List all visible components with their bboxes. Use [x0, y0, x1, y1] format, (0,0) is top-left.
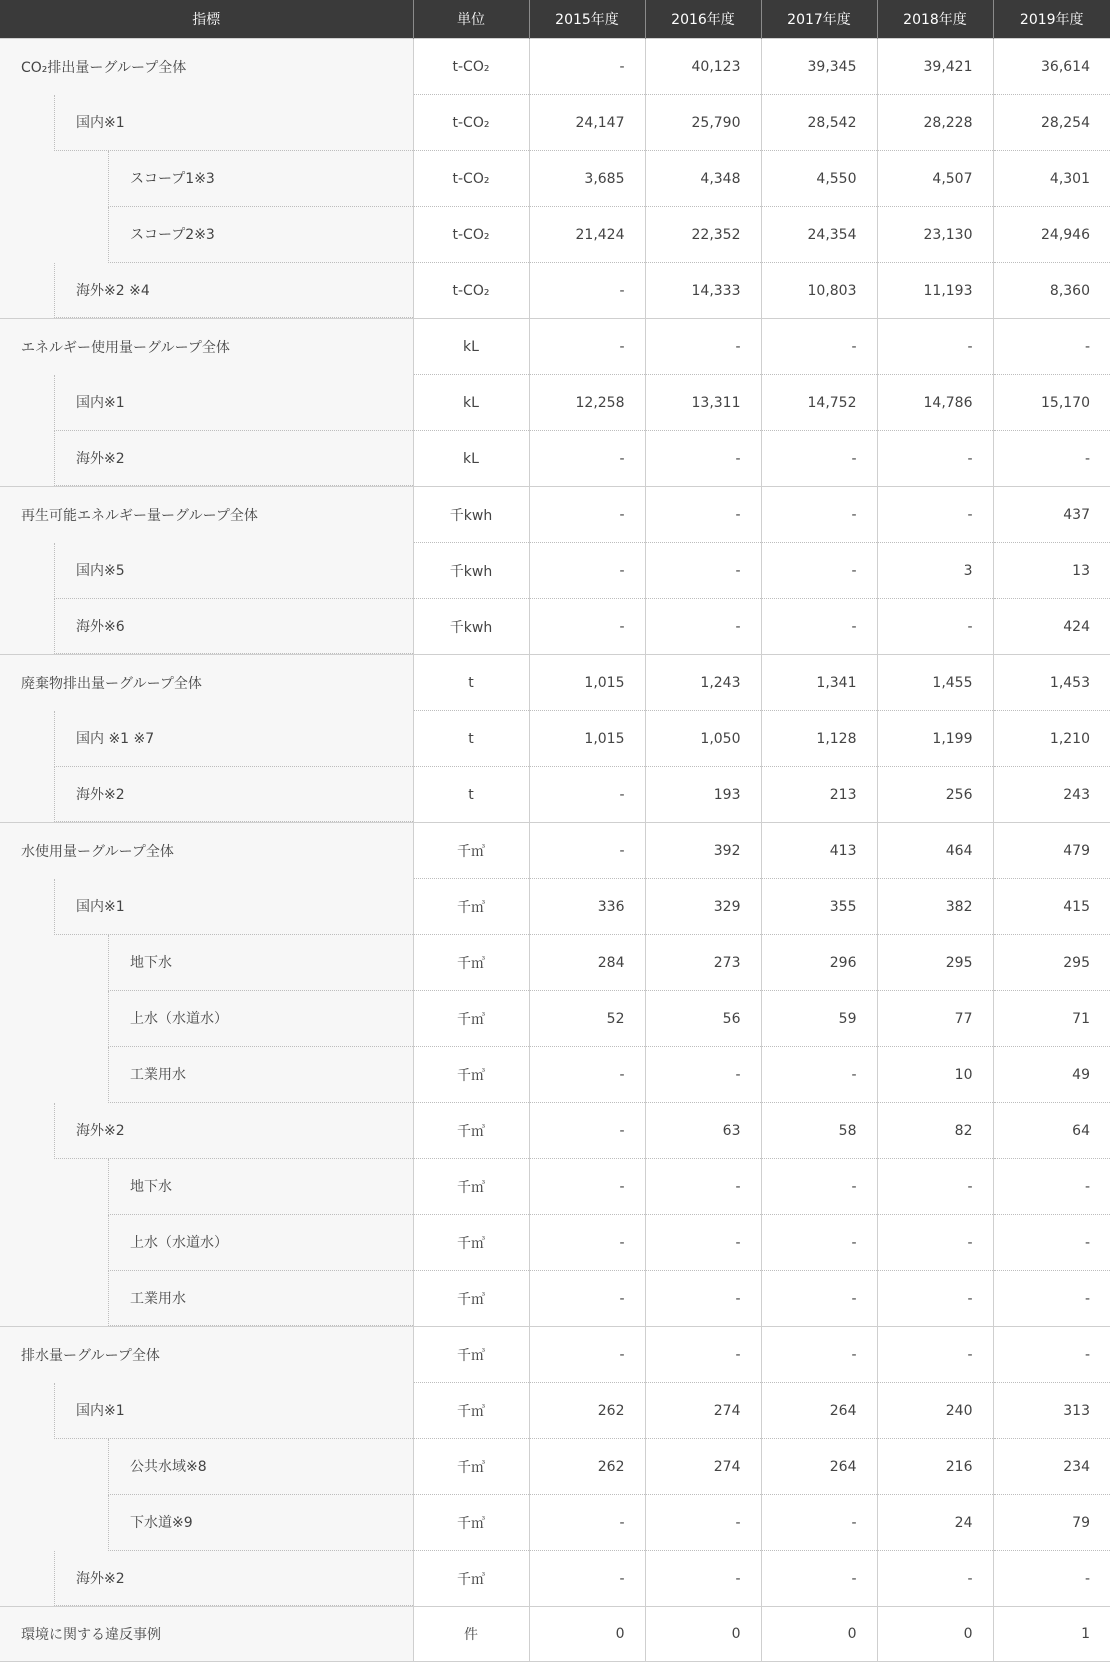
table-row	[0, 1159, 1110, 1215]
value-cell: -	[645, 543, 761, 599]
table-row	[0, 879, 1110, 935]
value-cell: 274	[645, 1439, 761, 1495]
value-cell: -	[993, 431, 1110, 487]
value-cell: 479	[993, 823, 1110, 879]
value-cell: -	[529, 263, 645, 319]
value-cell: -	[529, 39, 645, 95]
indicator-cell	[0, 711, 413, 767]
table-row	[0, 487, 1110, 543]
value-cell: -	[529, 1103, 645, 1159]
value-cell: 28,542	[761, 95, 877, 151]
indicator-label: 海外※2	[76, 450, 125, 467]
value-cell: 64	[993, 1103, 1110, 1159]
value-cell: 382	[877, 879, 993, 935]
unit-cell: 千㎥	[413, 1551, 529, 1607]
value-cell: -	[993, 1271, 1110, 1327]
unit-cell: kL	[413, 375, 529, 431]
indicator-cell	[0, 1383, 413, 1439]
value-cell: 49	[993, 1047, 1110, 1103]
indicator-label: エネルギー使用量ーグループ全体	[21, 339, 230, 356]
unit-cell: 千㎥	[413, 1327, 529, 1383]
value-cell: 424	[993, 599, 1110, 655]
table-row	[0, 935, 1110, 991]
table-row	[0, 431, 1110, 487]
indicator-cell	[0, 1047, 413, 1103]
indicator-cell	[0, 39, 413, 95]
value-cell: -	[529, 599, 645, 655]
unit-cell: 千㎥	[413, 1495, 529, 1551]
value-cell: 82	[877, 1103, 993, 1159]
unit-cell: 千㎥	[413, 1047, 529, 1103]
table-row	[0, 543, 1110, 599]
indicator-cell	[0, 1271, 413, 1327]
header-2017: 2017年度	[761, 0, 877, 39]
value-cell: 10	[877, 1047, 993, 1103]
indicator-cell	[0, 655, 413, 711]
value-cell: -	[761, 1215, 877, 1271]
indicator-cell	[0, 207, 413, 263]
value-cell: -	[529, 1495, 645, 1551]
unit-cell: 千㎥	[413, 879, 529, 935]
value-cell: 39,421	[877, 39, 993, 95]
unit-cell: kL	[413, 431, 529, 487]
value-cell: -	[877, 599, 993, 655]
table-row	[0, 1607, 1110, 1662]
value-cell: 274	[645, 1383, 761, 1439]
value-cell: -	[529, 487, 645, 543]
value-cell: -	[993, 1551, 1110, 1607]
value-cell: 273	[645, 935, 761, 991]
table-row	[0, 711, 1110, 767]
unit-cell: 千㎥	[413, 991, 529, 1047]
table-row	[0, 599, 1110, 655]
value-cell: -	[645, 1159, 761, 1215]
unit-cell: t-CO₂	[413, 207, 529, 263]
indicator-label: 水使用量ーグループ全体	[21, 843, 174, 860]
value-cell: 1	[993, 1607, 1110, 1662]
indicator-label: 海外※2	[76, 786, 125, 803]
value-cell: 14,752	[761, 375, 877, 431]
table-row	[0, 991, 1110, 1047]
value-cell: -	[761, 1495, 877, 1551]
value-cell: 1,243	[645, 655, 761, 711]
value-cell: 22,352	[645, 207, 761, 263]
value-cell: 63	[645, 1103, 761, 1159]
value-cell: -	[645, 319, 761, 375]
value-cell: 4,550	[761, 151, 877, 207]
unit-cell: t-CO₂	[413, 263, 529, 319]
value-cell: 24,147	[529, 95, 645, 151]
value-cell: 262	[529, 1439, 645, 1495]
table-header-row	[0, 0, 1110, 39]
indicator-label: 工業用水	[130, 1290, 186, 1307]
table-row	[0, 1103, 1110, 1159]
value-cell: -	[877, 1551, 993, 1607]
value-cell: 240	[877, 1383, 993, 1439]
indicator-label: 国内※1	[76, 899, 125, 915]
indicator-label: 排水量ーグループ全体	[21, 1347, 160, 1364]
value-cell: 4,348	[645, 151, 761, 207]
indicator-cell	[0, 95, 413, 151]
value-cell: 464	[877, 823, 993, 879]
value-cell: 14,786	[877, 375, 993, 431]
header-indicator: 指標	[0, 0, 413, 39]
value-cell: -	[761, 599, 877, 655]
value-cell: -	[877, 1159, 993, 1215]
table-row	[0, 375, 1110, 431]
table-row	[0, 1327, 1110, 1383]
indicator-cell	[0, 823, 413, 879]
indicator-label: 国内※1	[76, 1403, 125, 1419]
indicator-cell	[0, 1439, 413, 1495]
indicator-label: 国内※1	[76, 395, 125, 411]
table-row	[0, 1215, 1110, 1271]
value-cell: -	[529, 1047, 645, 1103]
value-cell: -	[761, 487, 877, 543]
value-cell: 0	[529, 1607, 645, 1662]
value-cell: 216	[877, 1439, 993, 1495]
header-2015: 2015年度	[529, 0, 645, 39]
value-cell: -	[761, 1551, 877, 1607]
value-cell: 1,128	[761, 711, 877, 767]
value-cell: 392	[645, 823, 761, 879]
value-cell: 296	[761, 935, 877, 991]
value-cell: -	[877, 1327, 993, 1383]
value-cell: -	[645, 1551, 761, 1607]
indicator-label: 廃棄物排出量ーグループ全体	[21, 675, 202, 692]
indicator-label: 海外※2	[76, 1123, 125, 1139]
value-cell: -	[993, 1215, 1110, 1271]
indicator-label: スコープ2※3	[130, 227, 215, 243]
value-cell: 355	[761, 879, 877, 935]
table-row	[0, 1495, 1110, 1551]
header-unit: 単位	[413, 0, 529, 39]
value-cell: -	[877, 487, 993, 543]
value-cell: 15,170	[993, 375, 1110, 431]
value-cell: 77	[877, 991, 993, 1047]
value-cell: -	[761, 319, 877, 375]
value-cell: -	[877, 1215, 993, 1271]
unit-cell: t-CO₂	[413, 39, 529, 95]
value-cell: 56	[645, 991, 761, 1047]
value-cell: 0	[645, 1607, 761, 1662]
value-cell: 24,946	[993, 207, 1110, 263]
table-row	[0, 263, 1110, 319]
indicator-cell	[0, 599, 413, 655]
value-cell: 13	[993, 543, 1110, 599]
indicator-cell	[0, 1607, 413, 1662]
unit-cell: 千㎥	[413, 1271, 529, 1327]
table-row	[0, 1383, 1110, 1439]
table-body	[0, 39, 1110, 1662]
value-cell: 256	[877, 767, 993, 823]
table-row	[0, 767, 1110, 823]
value-cell: 213	[761, 767, 877, 823]
value-cell: 28,254	[993, 95, 1110, 151]
value-cell: -	[877, 1271, 993, 1327]
value-cell: 234	[993, 1439, 1110, 1495]
value-cell: 25,790	[645, 95, 761, 151]
value-cell: -	[529, 1551, 645, 1607]
indicator-cell	[0, 935, 413, 991]
indicator-cell	[0, 1327, 413, 1383]
indicator-label: 地下水	[130, 1179, 172, 1195]
value-cell: -	[645, 1271, 761, 1327]
indicator-label: 下水道※9	[130, 1515, 193, 1531]
value-cell: -	[761, 1271, 877, 1327]
table-row	[0, 1271, 1110, 1327]
value-cell: 1,210	[993, 711, 1110, 767]
value-cell: -	[645, 1047, 761, 1103]
unit-cell: 件	[413, 1607, 529, 1662]
value-cell: -	[529, 1159, 645, 1215]
indicator-label: CO₂排出量ーグループ全体	[21, 59, 187, 76]
indicator-label: 再生可能エネルギー量ーグループ全体	[21, 507, 258, 524]
indicator-cell	[0, 879, 413, 935]
value-cell: 24	[877, 1495, 993, 1551]
value-cell: -	[529, 1215, 645, 1271]
table-row	[0, 1439, 1110, 1495]
value-cell: 4,507	[877, 151, 993, 207]
value-cell: -	[761, 1047, 877, 1103]
value-cell: 13,311	[645, 375, 761, 431]
unit-cell: t	[413, 711, 529, 767]
value-cell: -	[529, 767, 645, 823]
unit-cell: 千kwh	[413, 599, 529, 655]
value-cell: 79	[993, 1495, 1110, 1551]
value-cell: 0	[761, 1607, 877, 1662]
value-cell: -	[761, 1159, 877, 1215]
value-cell: 24,354	[761, 207, 877, 263]
unit-cell: 千㎥	[413, 1383, 529, 1439]
table-row	[0, 39, 1110, 95]
value-cell: 10,803	[761, 263, 877, 319]
value-cell: 415	[993, 879, 1110, 935]
value-cell: 284	[529, 935, 645, 991]
unit-cell: 千㎥	[413, 1439, 529, 1495]
indicator-label: 上水（水道水）	[130, 1011, 228, 1027]
table-row	[0, 823, 1110, 879]
indicator-cell	[0, 1215, 413, 1271]
unit-cell: t-CO₂	[413, 151, 529, 207]
value-cell: -	[529, 1271, 645, 1327]
value-cell: 21,424	[529, 207, 645, 263]
value-cell: -	[645, 1495, 761, 1551]
unit-cell: 千㎥	[413, 1215, 529, 1271]
value-cell: 1,015	[529, 655, 645, 711]
value-cell: 3,685	[529, 151, 645, 207]
indicator-cell	[0, 767, 413, 823]
value-cell: 193	[645, 767, 761, 823]
value-cell: 1,050	[645, 711, 761, 767]
value-cell: 71	[993, 991, 1110, 1047]
indicator-label: 国内 ※1 ※7	[76, 731, 155, 747]
indicator-cell	[0, 375, 413, 431]
indicator-cell	[0, 263, 413, 319]
value-cell: 1,455	[877, 655, 993, 711]
unit-cell: 千㎥	[413, 1103, 529, 1159]
value-cell: 14,333	[645, 263, 761, 319]
value-cell: 0	[877, 1607, 993, 1662]
indicator-cell	[0, 151, 413, 207]
value-cell: 39,345	[761, 39, 877, 95]
value-cell: 12,258	[529, 375, 645, 431]
header-2016: 2016年度	[645, 0, 761, 39]
table-row	[0, 1551, 1110, 1607]
value-cell: -	[993, 1159, 1110, 1215]
value-cell: -	[645, 1215, 761, 1271]
indicator-label: 国内※5	[76, 563, 125, 579]
unit-cell: 千kwh	[413, 543, 529, 599]
unit-cell: 千㎥	[413, 935, 529, 991]
value-cell: 264	[761, 1383, 877, 1439]
value-cell: -	[529, 431, 645, 487]
unit-cell: t	[413, 767, 529, 823]
indicator-cell	[0, 543, 413, 599]
indicator-cell	[0, 991, 413, 1047]
indicator-cell	[0, 1159, 413, 1215]
value-cell: 36,614	[993, 39, 1110, 95]
value-cell: -	[645, 599, 761, 655]
indicator-label: 海外※2 ※4	[76, 282, 150, 299]
value-cell: 1,341	[761, 655, 877, 711]
value-cell: -	[877, 431, 993, 487]
indicator-label: 公共水域※8	[130, 1459, 207, 1475]
value-cell: 413	[761, 823, 877, 879]
value-cell: -	[645, 487, 761, 543]
table-row	[0, 151, 1110, 207]
value-cell: -	[529, 1327, 645, 1383]
unit-cell: 千kwh	[413, 487, 529, 543]
value-cell: 329	[645, 879, 761, 935]
indicator-label: 国内※1	[76, 115, 125, 131]
unit-cell: t-CO₂	[413, 95, 529, 151]
value-cell: -	[529, 823, 645, 879]
indicator-label: 上水（水道水）	[130, 1235, 228, 1251]
table-row	[0, 1047, 1110, 1103]
indicator-label: 工業用水	[130, 1067, 186, 1083]
value-cell: -	[761, 1327, 877, 1383]
unit-cell: t	[413, 655, 529, 711]
value-cell: 313	[993, 1383, 1110, 1439]
unit-cell: kL	[413, 319, 529, 375]
indicator-cell	[0, 1551, 413, 1607]
value-cell: 28,228	[877, 95, 993, 151]
indicator-label: スコープ1※3	[130, 171, 215, 187]
value-cell: 40,123	[645, 39, 761, 95]
value-cell: 262	[529, 1383, 645, 1439]
value-cell: 437	[993, 487, 1110, 543]
value-cell: 336	[529, 879, 645, 935]
value-cell: 23,130	[877, 207, 993, 263]
unit-cell: 千㎥	[413, 1159, 529, 1215]
indicator-cell	[0, 487, 413, 543]
value-cell: -	[761, 543, 877, 599]
value-cell: 52	[529, 991, 645, 1047]
table-row	[0, 95, 1110, 151]
value-cell: 295	[877, 935, 993, 991]
value-cell: -	[993, 319, 1110, 375]
value-cell: -	[877, 319, 993, 375]
indicator-label: 海外※2	[76, 1570, 125, 1587]
indicator-cell	[0, 431, 413, 487]
indicator-label: 環境に関する違反事例	[21, 1627, 161, 1643]
header-2019: 2019年度	[993, 0, 1110, 39]
value-cell: -	[529, 543, 645, 599]
table-row	[0, 207, 1110, 263]
value-cell: 4,301	[993, 151, 1110, 207]
value-cell: -	[761, 431, 877, 487]
header-2018: 2018年度	[877, 0, 993, 39]
value-cell: -	[645, 431, 761, 487]
indicator-label: 海外※6	[76, 618, 125, 635]
indicator-label: 地下水	[130, 955, 172, 971]
value-cell: 59	[761, 991, 877, 1047]
indicator-cell	[0, 319, 413, 375]
value-cell: 3	[877, 543, 993, 599]
value-cell: 8,360	[993, 263, 1110, 319]
table-row	[0, 655, 1110, 711]
value-cell: 1,015	[529, 711, 645, 767]
value-cell: 58	[761, 1103, 877, 1159]
value-cell: -	[529, 319, 645, 375]
value-cell: 295	[993, 935, 1110, 991]
value-cell: 1,199	[877, 711, 993, 767]
table-row	[0, 319, 1110, 375]
value-cell: -	[645, 1327, 761, 1383]
value-cell: 11,193	[877, 263, 993, 319]
indicator-cell	[0, 1495, 413, 1551]
value-cell: 264	[761, 1439, 877, 1495]
value-cell: 1,453	[993, 655, 1110, 711]
unit-cell: 千㎥	[413, 823, 529, 879]
indicator-cell	[0, 1103, 413, 1159]
value-cell: 243	[993, 767, 1110, 823]
value-cell: -	[993, 1327, 1110, 1383]
